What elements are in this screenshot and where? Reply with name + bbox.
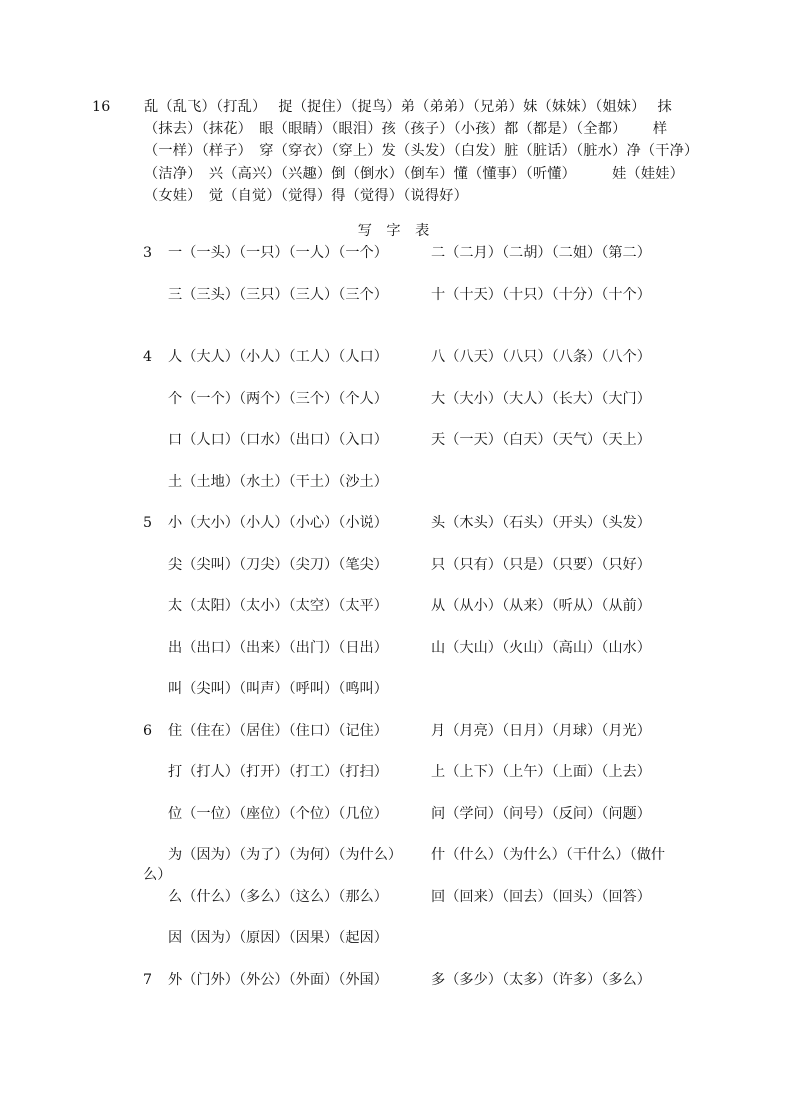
table-row (0, 969, 792, 993)
table-row (0, 595, 792, 619)
table-row (0, 761, 792, 785)
table-row (0, 720, 792, 744)
table-row (0, 927, 792, 951)
entry-left: 因（因为）（原因）（因果）（起因） (168, 930, 388, 946)
entry-right: 什（什么）（为什么）（干什么）（做什 (431, 847, 666, 863)
table-row (0, 803, 792, 827)
table-row (0, 886, 792, 910)
table-row (0, 637, 792, 661)
section-16-text: 乱（乱飞）（打乱） 捉（捉住）（捉鸟）弟（弟弟）（兄弟）妹（妹妹）（姐妹） 抹（抹去）（抹花） 眼（眼睛）（眼泪）孩（孩子）（小孩）都（都是）（全都） 样（一样）（样子） 穿（穿衣）（穿上）发（头发）（白发）脏（脏话）（脏水）净（干净）（洁净） 兴（高兴）（兴趣）倒（倒水）（倒车）懂（懂事）（听懂） 娃（娃娃）（女娃） 觉（自觉）（觉得）得（觉得）（说得好） (144, 99, 692, 204)
table-row (0, 512, 792, 536)
entry-left: 人（大人）（小人）（工人）（人口） (168, 349, 388, 365)
entry-left: 出（出口）（出来）（出门）（日出） (168, 640, 388, 656)
entry-left: 打（打人）（打开）（打工）（打扫） (168, 764, 388, 780)
lesson-number: 5 (143, 515, 153, 531)
entry-left: 个（一个）（两个）（三个）（个人） (168, 391, 388, 407)
section-16-body (92, 96, 693, 207)
entry-right: 十（十天）（十只）（十分）（十个） (431, 287, 651, 303)
table-title: 写 字 表 (357, 223, 435, 239)
entry-left: 为（因为）（为了）（为何）（为什么） (168, 847, 403, 863)
table-row (0, 554, 792, 578)
entry-right: 头（木头）（石头）（开头）（头发） (431, 515, 651, 531)
entry-right: 多（多少）（太多）（许多）（多么） (431, 972, 651, 988)
entry-left: 住（住在）（居住）（住口）（记住） (168, 723, 388, 739)
entry-left: 土（土地）（水土）（干土）（沙土） (168, 474, 388, 490)
entry-right: 只（只有）（只是）（只要）（只好） (431, 557, 651, 573)
entry-left: 一（一头）（一只）（一人）（一个） (168, 245, 388, 261)
entry-left: 小（大小）（小人）（小心）（小说） (168, 515, 388, 531)
entry-left: 尖（尖叫）（刀尖）（尖刀）（笔尖） (168, 557, 388, 573)
lesson-number: 7 (143, 972, 153, 988)
entry-right: 山（大山）（火山）（高山）（山水） (431, 640, 651, 656)
entry-right: 大（大小）（大人）（长大）（大门） (431, 391, 651, 407)
entry-left: 外（门外）（外公）（外面）（外国） (168, 972, 388, 988)
entry-left: 口（人口）（口水）（出口）（入口） (168, 432, 388, 448)
table-row (0, 242, 792, 266)
lesson-number: 6 (143, 723, 153, 739)
table-row (0, 678, 792, 702)
entry-right: 天（一天）（白天）（天气）（天上） (431, 432, 651, 448)
entry-right: 上（上下）（上午）（上面）（上去） (431, 764, 651, 780)
entry-right: 回（回来）（回去）（回头）（回答） (431, 889, 651, 905)
table-row (0, 471, 792, 495)
table-row (0, 388, 792, 412)
entry-right: 问（学问）（问号）（反问）（问题） (431, 806, 651, 822)
entry-left: 三（三头）（三只）（三人）（三个） (168, 287, 388, 303)
section-16-paragraph (92, 96, 693, 207)
table-row (0, 284, 792, 308)
lesson-number: 4 (143, 349, 153, 365)
section-16-number: 16 (92, 99, 111, 115)
entry-right: 月（月亮）（日月）（月球）（月光） (431, 723, 651, 739)
table-row (0, 346, 792, 370)
entry-right: 二（二月）（二胡）（二姐）（第二） (431, 245, 651, 261)
entry-left: 么（什么）（多么）（这么）（那么） (168, 889, 388, 905)
lesson-number: 3 (143, 245, 153, 261)
entry-left: 叫（尖叫）（叫声）（呼叫）（鸣叫） (168, 681, 388, 697)
entry-right: 八（八天）（八只）（八条）（八个） (431, 349, 651, 365)
entry-left: 位（一位）（座位）（个位）（几位） (168, 806, 388, 822)
table-row (0, 844, 792, 888)
entry-continuation: 么） (143, 867, 172, 883)
entry-right: 从（从小）（从来）（听从）（从前） (431, 598, 651, 614)
table-row (0, 429, 792, 453)
entry-left: 太（太阳）（太小）（太空）（太平） (168, 598, 388, 614)
